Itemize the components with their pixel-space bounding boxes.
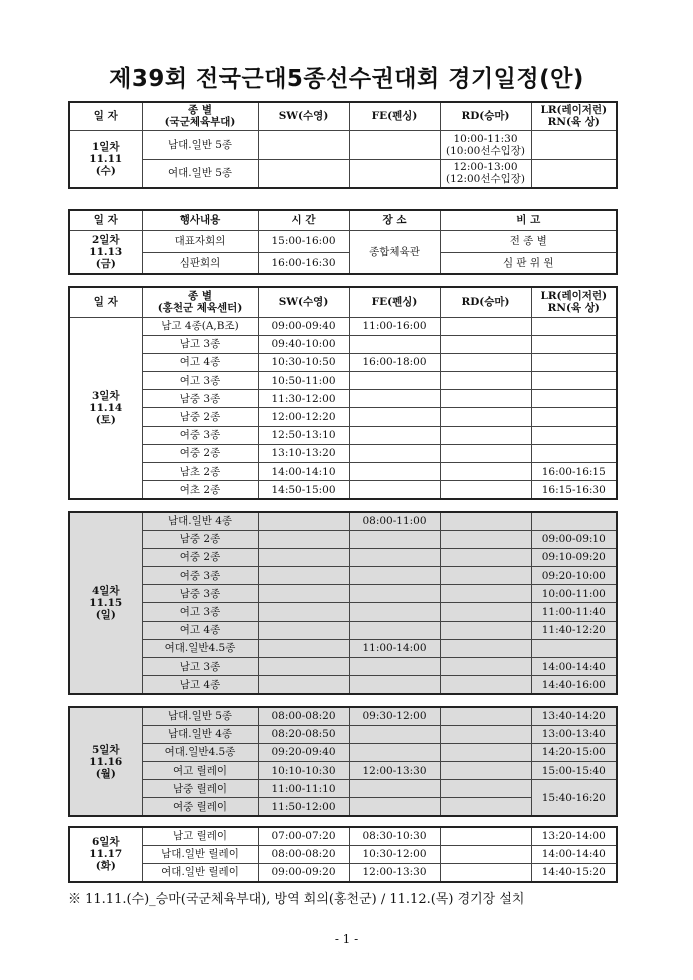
table-cell (258, 639, 349, 657)
table-cell: 전 종 별 (440, 230, 617, 252)
table-cell (440, 676, 531, 694)
col-header-place: 장 소 (349, 210, 440, 230)
table-cell: 심 판 위 원 (440, 252, 617, 274)
table-cell: 12:50-13:10 (258, 426, 349, 444)
table-cell: 남초 2종 (142, 463, 258, 481)
table-row (69, 676, 617, 694)
table-cell: 13:20-14:00 (531, 827, 617, 845)
table-cell: 15:00-15:40 (531, 762, 617, 780)
table-row (69, 390, 617, 408)
table-cell (349, 658, 440, 676)
table-cell (258, 676, 349, 694)
table-row (69, 463, 617, 481)
table-row (69, 658, 617, 676)
table-cell: 남중 2종 (142, 530, 258, 548)
table-cell: 12:00-12:20 (258, 408, 349, 426)
table-cell: 여중 릴레이 (142, 798, 258, 816)
table-cell: 14:20-15:00 (531, 743, 617, 761)
table-cell: 14:00-14:40 (531, 658, 617, 676)
table-row (69, 530, 617, 548)
table-cell: 남고 4종(A,B조) (142, 317, 258, 335)
col-header-fencing: FE(펜싱) (349, 102, 440, 130)
table-cell: 12:00-13:30 (349, 762, 440, 780)
table-cell: 09:20-09:40 (258, 743, 349, 761)
table-cell: 여고 4종 (142, 621, 258, 639)
table-cell: 14:40-15:20 (531, 863, 617, 881)
table-cell: 여중 3종 (142, 426, 258, 444)
table-row (69, 725, 617, 743)
table-cell: 16:00-18:00 (349, 353, 440, 371)
schedule-table-day6 (68, 826, 618, 883)
table-cell (258, 603, 349, 621)
table-cell: 13:10-13:20 (258, 444, 349, 462)
table-cell (349, 426, 440, 444)
table-row (69, 317, 617, 335)
table-cell (258, 548, 349, 566)
table-cell (440, 335, 531, 353)
table-cell: 13:40-14:20 (531, 707, 617, 725)
table-row (69, 845, 617, 863)
table-cell (349, 743, 440, 761)
table-cell: 08:00-08:20 (258, 707, 349, 725)
table-cell: 08:00-08:20 (258, 845, 349, 863)
schedule-table-day5 (68, 706, 618, 817)
date-cell: 1일차 11.11 (수) (69, 130, 142, 188)
table-cell (440, 390, 531, 408)
table-cell (440, 762, 531, 780)
table-cell: 15:40-16:20 (531, 780, 617, 816)
table-cell (440, 463, 531, 481)
table-cell: 여중 3종 (142, 567, 258, 585)
table-cell (531, 444, 617, 462)
table-cell: 09:00-09:20 (258, 863, 349, 881)
table-cell: 여중 2종 (142, 444, 258, 462)
col-header-remarks: 비 고 (440, 210, 617, 230)
table-cell (440, 743, 531, 761)
table-cell (349, 463, 440, 481)
table-cell: 남대.일반 4종 (142, 512, 258, 530)
table-cell: 08:00-11:00 (349, 512, 440, 530)
table-cell (531, 372, 617, 390)
table-cell (349, 130, 440, 159)
table-cell: 남중 3종 (142, 585, 258, 603)
table-cell: 13:00-13:40 (531, 725, 617, 743)
table-cell (440, 530, 531, 548)
table-row (69, 827, 617, 845)
table-cell: 10:30-12:00 (349, 845, 440, 863)
table-cell (440, 639, 531, 657)
table-cell (440, 426, 531, 444)
table-row (69, 512, 617, 530)
table-cell: 12:00-13:00 (12:00선수입장) (440, 159, 531, 188)
table-cell (531, 639, 617, 657)
table-cell: 대표자회의 (142, 230, 258, 252)
table-cell: 여고 4종 (142, 353, 258, 371)
table-row (69, 585, 617, 603)
table-cell (440, 512, 531, 530)
table-row (69, 426, 617, 444)
table-cell: 14:00-14:40 (531, 845, 617, 863)
table-cell: 10:00-11:00 (531, 585, 617, 603)
col-header-event: 행사내용 (142, 210, 258, 230)
table-cell (258, 530, 349, 548)
table-row (69, 780, 617, 798)
table-cell (349, 481, 440, 499)
table-cell (531, 159, 617, 188)
table-cell (349, 603, 440, 621)
table-cell: 16:00-16:30 (258, 252, 349, 274)
table-cell (531, 317, 617, 335)
table-cell (258, 130, 349, 159)
table-cell: 남중 3종 (142, 390, 258, 408)
table-cell (349, 621, 440, 639)
col-header-category: 종 별 (국군체육부대) (142, 102, 258, 130)
table-cell: 09:30-12:00 (349, 707, 440, 725)
schedule-table-day1 (68, 101, 618, 189)
col-header-riding: RD(승마) (440, 287, 531, 317)
table-cell (349, 585, 440, 603)
table-cell (440, 707, 531, 725)
table-row (69, 444, 617, 462)
table-cell: 16:00-16:15 (531, 463, 617, 481)
table-cell (258, 512, 349, 530)
table-cell (349, 530, 440, 548)
table-cell (349, 335, 440, 353)
schedule-table-day4 (68, 511, 618, 695)
table-cell (440, 408, 531, 426)
table-cell (440, 548, 531, 566)
table-cell: 16:15-16:30 (531, 481, 617, 499)
table-cell (531, 390, 617, 408)
table-cell (349, 725, 440, 743)
table-cell (440, 827, 531, 845)
table-cell: 14:00-14:10 (258, 463, 349, 481)
table-cell: 남고 3종 (142, 658, 258, 676)
table-cell (440, 567, 531, 585)
table-row (69, 548, 617, 566)
table-cell (349, 444, 440, 462)
table-cell: 14:50-15:00 (258, 481, 349, 499)
table-cell (258, 159, 349, 188)
table-cell (349, 372, 440, 390)
table-cell (440, 603, 531, 621)
table-cell: 14:40-16:00 (531, 676, 617, 694)
table-cell: 여초 2종 (142, 481, 258, 499)
col-header-date: 일 자 (69, 102, 142, 130)
table-cell (531, 426, 617, 444)
table-cell: 심판회의 (142, 252, 258, 274)
col-header-swim: SW(수영) (258, 102, 349, 130)
table-cell (349, 798, 440, 816)
table-cell: 여고 3종 (142, 372, 258, 390)
table-cell (531, 512, 617, 530)
table-row (69, 707, 617, 725)
table-cell: 남대.일반 릴레이 (142, 845, 258, 863)
table-cell (440, 317, 531, 335)
table-row (69, 567, 617, 585)
table-row (69, 408, 617, 426)
table-cell: 09:40-10:00 (258, 335, 349, 353)
table-row (69, 372, 617, 390)
table-cell: 11:40-12:20 (531, 621, 617, 639)
table-cell: 남대.일반 5종 (142, 707, 258, 725)
table-cell (440, 798, 531, 816)
table-cell: 10:30-10:50 (258, 353, 349, 371)
table-cell (258, 621, 349, 639)
table-cell: 여대.일반4.5종 (142, 743, 258, 761)
table-cell: 11:30-12:00 (258, 390, 349, 408)
col-header-date: 일 자 (69, 210, 142, 230)
col-header-swim: SW(수영) (258, 287, 349, 317)
table-cell: 여중 2종 (142, 548, 258, 566)
table-cell (531, 408, 617, 426)
table-cell: 09:00-09:10 (531, 530, 617, 548)
table-cell: 09:00-09:40 (258, 317, 349, 335)
table-row (69, 639, 617, 657)
table-row (69, 621, 617, 639)
table-cell: 08:30-10:30 (349, 827, 440, 845)
table-cell (349, 676, 440, 694)
table-cell: 남중 릴레이 (142, 780, 258, 798)
table-cell (440, 444, 531, 462)
date-cell: 5일차 11.16 (월) (69, 707, 142, 816)
table-cell: 11:00-11:10 (258, 780, 349, 798)
table-row (69, 481, 617, 499)
col-header-date: 일 자 (69, 287, 142, 317)
table-cell: 09:20-10:00 (531, 567, 617, 585)
table-cell: 여고 릴레이 (142, 762, 258, 780)
table-cell: 남고 3종 (142, 335, 258, 353)
table-cell: 08:20-08:50 (258, 725, 349, 743)
table-cell (440, 621, 531, 639)
table-cell: 10:50-11:00 (258, 372, 349, 390)
schedule-table-day2 (68, 209, 618, 275)
table-cell: 11:00-16:00 (349, 317, 440, 335)
table-cell (349, 408, 440, 426)
table-cell (440, 372, 531, 390)
col-header-category: 종 별 (홍천군 체육센터) (142, 287, 258, 317)
table-cell (349, 390, 440, 408)
table-cell: 여대.일반 릴레이 (142, 863, 258, 881)
place-cell: 종합체육관 (349, 230, 440, 274)
table-cell: 여고 3종 (142, 603, 258, 621)
col-header-riding: RD(승마) (440, 102, 531, 130)
col-header-fencing: FE(펜싱) (349, 287, 440, 317)
table-row (69, 863, 617, 881)
table-cell (440, 725, 531, 743)
page-title: 제39회 전국근대5종선수권대회 경기일정(안) (109, 66, 584, 92)
table-cell: 여대.일반 5종 (142, 159, 258, 188)
table-cell (349, 548, 440, 566)
table-row (69, 603, 617, 621)
page-number: - 1 - (334, 932, 359, 946)
table-cell (440, 863, 531, 881)
table-cell: 여대.일반4.5종 (142, 639, 258, 657)
table-cell (349, 780, 440, 798)
col-header-time: 시 간 (258, 210, 349, 230)
table-cell: 11:00-14:00 (349, 639, 440, 657)
table-cell: 남고 릴레이 (142, 827, 258, 845)
date-cell: 6일차 11.17 (화) (69, 827, 142, 882)
table-cell (349, 567, 440, 585)
table-cell: 10:10-10:30 (258, 762, 349, 780)
table-cell (258, 567, 349, 585)
table-row (69, 335, 617, 353)
table-cell (440, 780, 531, 798)
table-cell: 11:50-12:00 (258, 798, 349, 816)
table-cell (440, 353, 531, 371)
table-cell: 07:00-07:20 (258, 827, 349, 845)
table-row (69, 743, 617, 761)
table-cell (258, 658, 349, 676)
table-cell (440, 658, 531, 676)
table-cell: 10:00-11:30 (10:00선수입장) (440, 130, 531, 159)
table-cell (531, 130, 617, 159)
table-cell (440, 585, 531, 603)
table-cell: 15:00-16:00 (258, 230, 349, 252)
table-cell: 남대.일반 4종 (142, 725, 258, 743)
table-cell (531, 353, 617, 371)
table-cell (258, 585, 349, 603)
table-cell: 남중 2종 (142, 408, 258, 426)
table-row (69, 353, 617, 371)
col-header-laser-run: LR(레이저런) RN(육 상) (531, 287, 617, 317)
table-cell: 남대.일반 5종 (142, 130, 258, 159)
table-cell: 12:00-13:30 (349, 863, 440, 881)
table-cell (531, 335, 617, 353)
table-cell: 11:00-11:40 (531, 603, 617, 621)
schedule-table-day3 (68, 286, 618, 500)
date-cell: 4일차 11.15 (일) (69, 512, 142, 694)
footnote: ※ 11.11.(수)_승마(국군체육부대), 방역 회의(홍천군) / 11.12.(목) 경기장 설치 (68, 892, 525, 907)
date-cell: 2일차 11.13 (금) (69, 230, 142, 274)
col-header-laser-run: LR(레이저런) RN(육 상) (531, 102, 617, 130)
table-row (69, 762, 617, 780)
table-cell (349, 159, 440, 188)
table-cell (440, 845, 531, 863)
date-cell: 3일차 11.14 (토) (69, 317, 142, 499)
table-cell (440, 481, 531, 499)
table-cell: 남고 4종 (142, 676, 258, 694)
table-cell: 09:10-09:20 (531, 548, 617, 566)
